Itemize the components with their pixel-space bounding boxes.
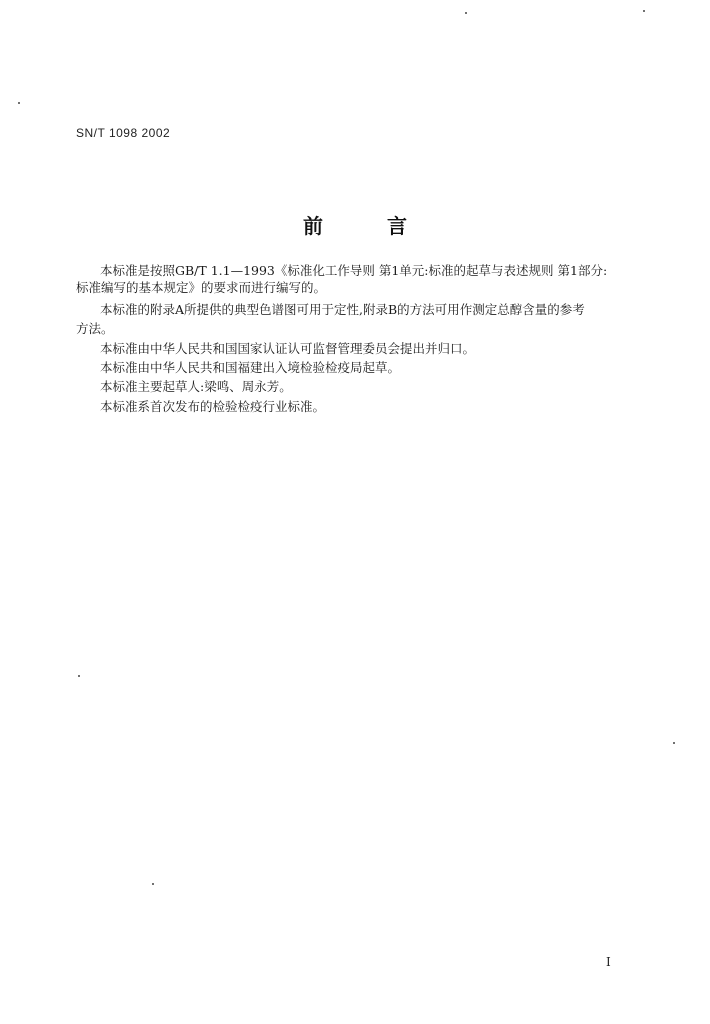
section-title-char-2: 言 — [387, 214, 407, 238]
scan-speck — [18, 102, 20, 104]
foreword-line-4: 方法。 — [76, 321, 114, 336]
scan-speck — [643, 10, 645, 12]
scan-speck — [465, 12, 467, 14]
section-title-char-1: 前 — [303, 214, 323, 238]
foreword-line-3: 本标准的附录A所提供的典型色谱图可用于定性,附录B的方法可用作测定总醇含量的参考 — [100, 302, 585, 317]
foreword-line-2: 标准编写的基本规定》的要求而进行编写的。 — [76, 280, 327, 295]
foreword-line-5: 本标准由中华人民共和国国家认证认可监督管理委员会提出并归口。 — [100, 341, 476, 356]
foreword-line-8: 本标准系首次发布的检验检疫行业标准。 — [100, 399, 326, 414]
section-title — [0, 210, 710, 239]
document-number: SN/T 1098 2002 — [76, 126, 171, 140]
foreword-line-6: 本标准由中华人民共和国福建出入境检验检疫局起草。 — [100, 360, 401, 375]
scan-speck — [673, 742, 675, 744]
scan-speck — [78, 675, 80, 677]
foreword-line-7: 本标准主要起草人:梁鸣、周永芳。 — [100, 379, 292, 394]
page-number: I — [606, 955, 611, 969]
foreword-line-1: 本标准是按照GB/T 1.1—1993《标准化工作导则 第1单元:标准的起草与表述规则 第1部分: — [100, 263, 608, 278]
scan-speck — [152, 883, 154, 885]
